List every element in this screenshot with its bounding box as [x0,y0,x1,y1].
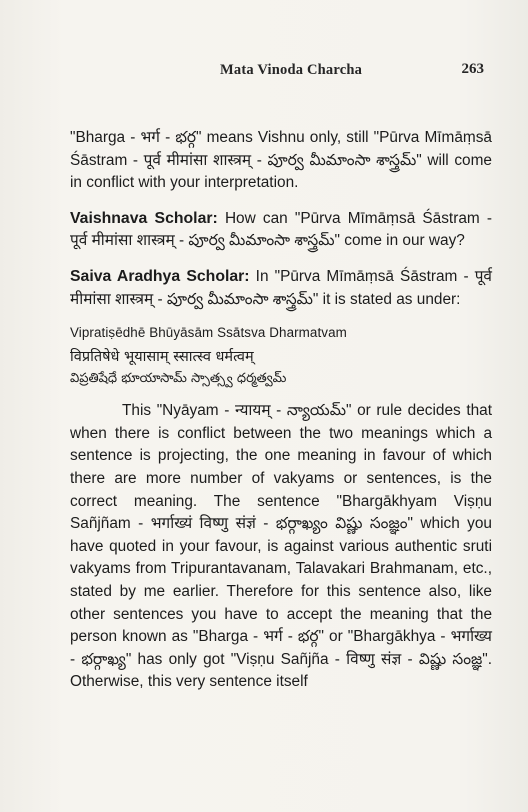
paragraph-text: How can "Pūrva Mīmāṃsā Śāstram - पूर्व मीमांसा शास्त्रम् - పూర్వ మీమాంసా శాస్త్రమ్" come in our way? [70,209,492,250]
paragraph-text: "Bharga - भर्ग - భర్గ" means Vishnu only, still "Pūrva Mīmāṃsā Śāstram - पूर्व मीमांसा शास्त्रम् - పూర్వ మీమాంసా శాస్త్రమ్" will come in conflict with your interpretation. [70,129,492,192]
paragraph-vaishnava-question [70,208,492,253]
paragraph-text: This "Nyāyam - न्यायम् - న్యాయమ్" or rule decides that when there is conflict between the two meanings which a sentence is projecting, the one meaning in favour of which there are more number of vakyams or sentences, is the correct meaning. The sentence "Bhargākhyam Viṣṇu Sañjñam - भर्गाख्यं विष्णु संज्ञं - భర్గాఖ్యం విష్ణు సంజ్ఞం" which you have quoted in your favour, is against various authentic sruti vakyams from Tripurantavanam, Talavakari Brahmanam, etc., stated by me earlier. Therefore for this sentence also, like other sentences you have to accept the meaning that the person known as "Bharga - भर्ग - భర్గ" or "Bhargākhya - भर्गाख्य - భర్గాఖ్య" has only got "Viṣṇu Sañjña - विष्णु संज्ञ - విష్ణు సంజ్ఞ". Otherwise, this very sentence itself [70,402,492,691]
verse-devanagari: विप्रतिषेधे भूयासाम् स्सात्स्व धर्मत्वम् [70,349,254,366]
paragraph-text: In "Pūrva Mīmāṃsā Śāstram - पूर्व मीमांसा शास्त्रम् - పూర్వ మీమాంసా శాస్త్రమ్" it is stated as under: [70,267,492,308]
verse-transliteration: Vipratiṣēdhē Bhūyāsām Ssātsva Dharmatvam [70,325,347,341]
verse-telugu: విప్రతిషేధే భూయాసామ్ స్సాత్స్వ ధర్మత్వమ్ [70,371,287,387]
paragraph-saiva-reply [70,266,492,311]
speaker-label: Saiva Aradhya Scholar: [70,267,250,285]
page-header [0,62,528,84]
running-title: Mata Vinoda Charcha [220,62,363,78]
page-number: 263 [461,61,484,77]
paragraph-nyayam-explanation [70,400,492,694]
page-body [70,127,492,694]
paragraph-bharga-meaning [70,127,492,195]
speaker-label: Vaishnava Scholar: [70,209,218,227]
